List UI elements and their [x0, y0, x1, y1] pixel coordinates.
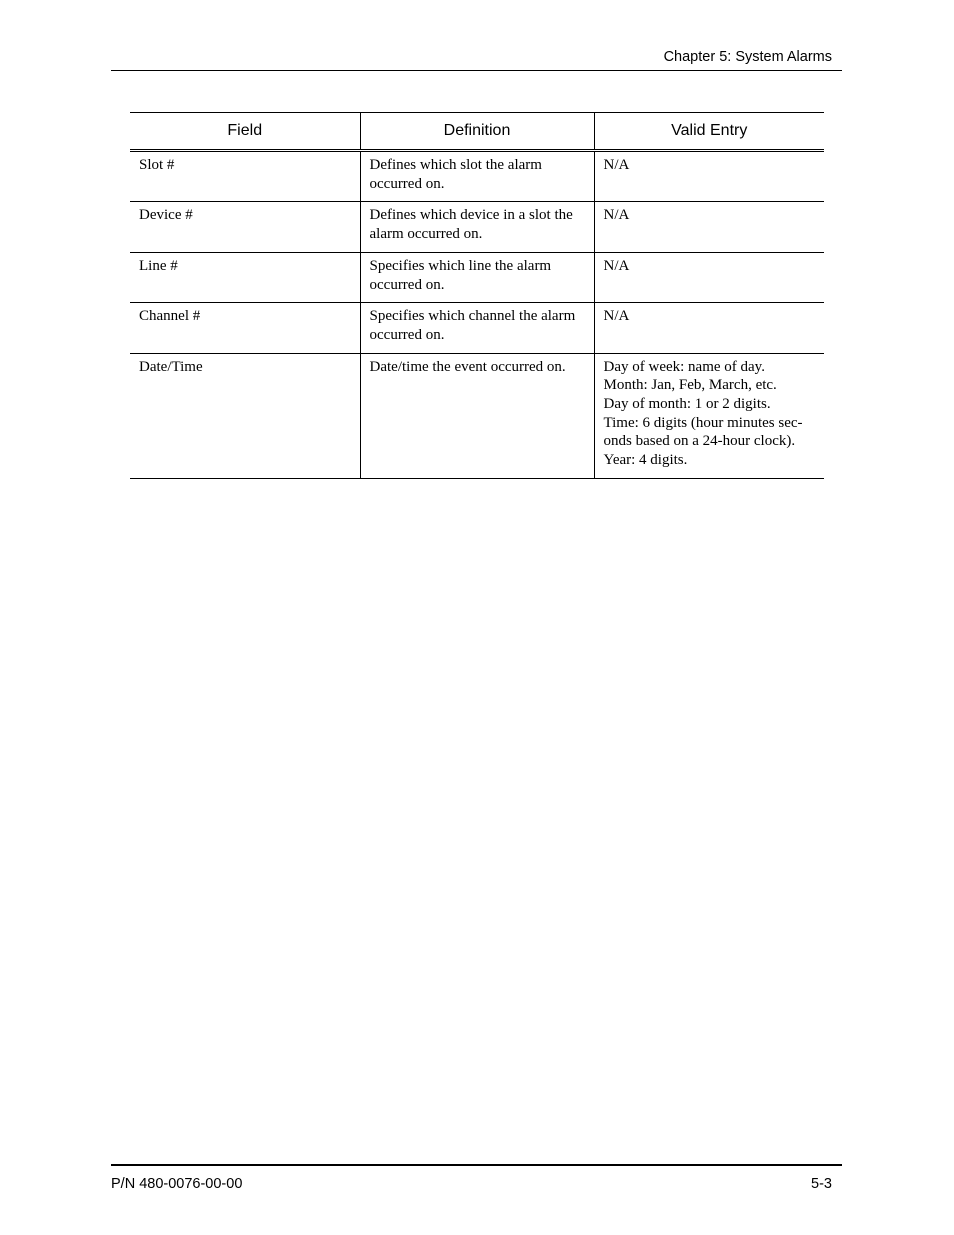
header-rule	[111, 70, 842, 71]
table-row	[130, 353, 824, 478]
definition-cell: Date/time the event occurred on.	[360, 353, 594, 478]
valid-entry-line: N/A	[603, 308, 630, 325]
field-cell: Line #	[130, 252, 360, 302]
chapter-title: Chapter 5: System Alarms	[663, 49, 832, 65]
valid-entry-cell	[594, 151, 824, 202]
definition-cell: Specifies which channel the alarm occurred on.	[360, 303, 594, 353]
footer-rule	[111, 1164, 842, 1166]
field-cell: Device #	[130, 202, 360, 252]
table-row	[130, 151, 824, 202]
table-row	[130, 202, 824, 252]
field-cell: Channel #	[130, 303, 360, 353]
valid-entry-cell	[594, 303, 824, 353]
valid-entry-line: onds based on a 24-hour clock).	[603, 433, 796, 450]
column-header-field: Field	[130, 113, 360, 151]
valid-entry-line: N/A	[603, 207, 630, 224]
valid-entry-line: Month: Jan, Feb, March, etc.	[603, 377, 777, 394]
valid-entry-line: Day of week: name of day.	[603, 358, 765, 375]
table-header-row	[130, 113, 824, 151]
definition-cell: Specifies which line the alarm occurred on.	[360, 252, 594, 302]
definition-cell: Defines which slot the alarm occurred on.	[360, 151, 594, 202]
field-cell: Date/Time	[130, 353, 360, 478]
valid-entry-cell	[594, 353, 824, 478]
alarm-fields-table	[130, 112, 824, 479]
valid-entry-line: Year: 4 digits.	[603, 452, 688, 469]
page-number: 5-3	[811, 1176, 832, 1192]
valid-entry-line: N/A	[603, 157, 630, 173]
table-row	[130, 303, 824, 353]
table-row	[130, 252, 824, 302]
column-header-definition: Definition	[360, 113, 594, 151]
valid-entry-line: N/A	[603, 257, 630, 274]
valid-entry-cell	[594, 252, 824, 302]
column-header-valid-entry: Valid Entry	[594, 113, 824, 151]
part-number: P/N 480-0076-00-00	[111, 1176, 243, 1192]
field-cell: Slot #	[130, 151, 360, 202]
definition-cell: Defines which device in a slot the alarm occurred on.	[360, 202, 594, 252]
valid-entry-line: Time: 6 digits (hour minutes sec-	[603, 414, 803, 431]
valid-entry-line: Day of month: 1 or 2 digits.	[603, 396, 771, 413]
valid-entry-cell	[594, 202, 824, 252]
